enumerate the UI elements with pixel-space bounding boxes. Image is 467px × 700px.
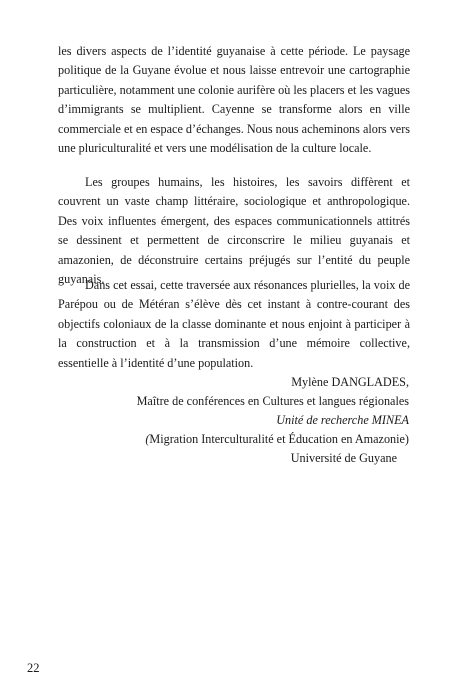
- university-name: Université de Guyane: [290, 451, 397, 465]
- paragraph-groupes-humains: Les groupes humains, les histoires, les savoirs diffèrent et couvrent un vaste champ littéraire, sociologique et anthropologique. Des voix influentes émergent, des espaces communicationnels attitrés se dessinent et permettent de circonscrire le milieu guyanais et amazonien, de déconstruire certains préjugés sur l’entité du peuple guyanais.: [58, 175, 410, 287]
- page-number: 22: [27, 661, 40, 675]
- paragraph-continued: les divers aspects de l’identité guyanaise à cette période. Le paysage politique de la Guyane évolue et nous laisse entrevoir une cartographie particulière, notamment une colonie aurifère où les placers et les vagues d’immigrants se multiplient. Cayenne se transforme alors en ville commerciale et en espace d’échanges. Nous nous acheminons alors vers une pluriculturalité et vers une modélisation de la culture locale.: [58, 44, 410, 156]
- open-paren: (: [145, 432, 150, 446]
- research-unit: Unité de recherche MINEA: [276, 413, 409, 427]
- research-unit-expansion: [89, 430, 409, 449]
- paragraph-essai: Dans cet essai, cette traversée aux résonances plurielles, la voix de Parépou ou de Météran s’élève dès cet instant à contre-courant des objectifs coloniaux de la classe dominante et nous enjoint à participer à la construction et à la transmission d’une mémoire collective, essentielle à l’identité d’une population.: [58, 278, 410, 370]
- research-unit-expansion-text: Migration Interculturalité et Éducation en Amazonie): [149, 432, 409, 446]
- author-title: Maître de conférences en Cultures et langues régionales: [136, 394, 409, 408]
- author-signature-block: [89, 373, 409, 468]
- author-name: Mylène DANGLADES,: [291, 375, 409, 389]
